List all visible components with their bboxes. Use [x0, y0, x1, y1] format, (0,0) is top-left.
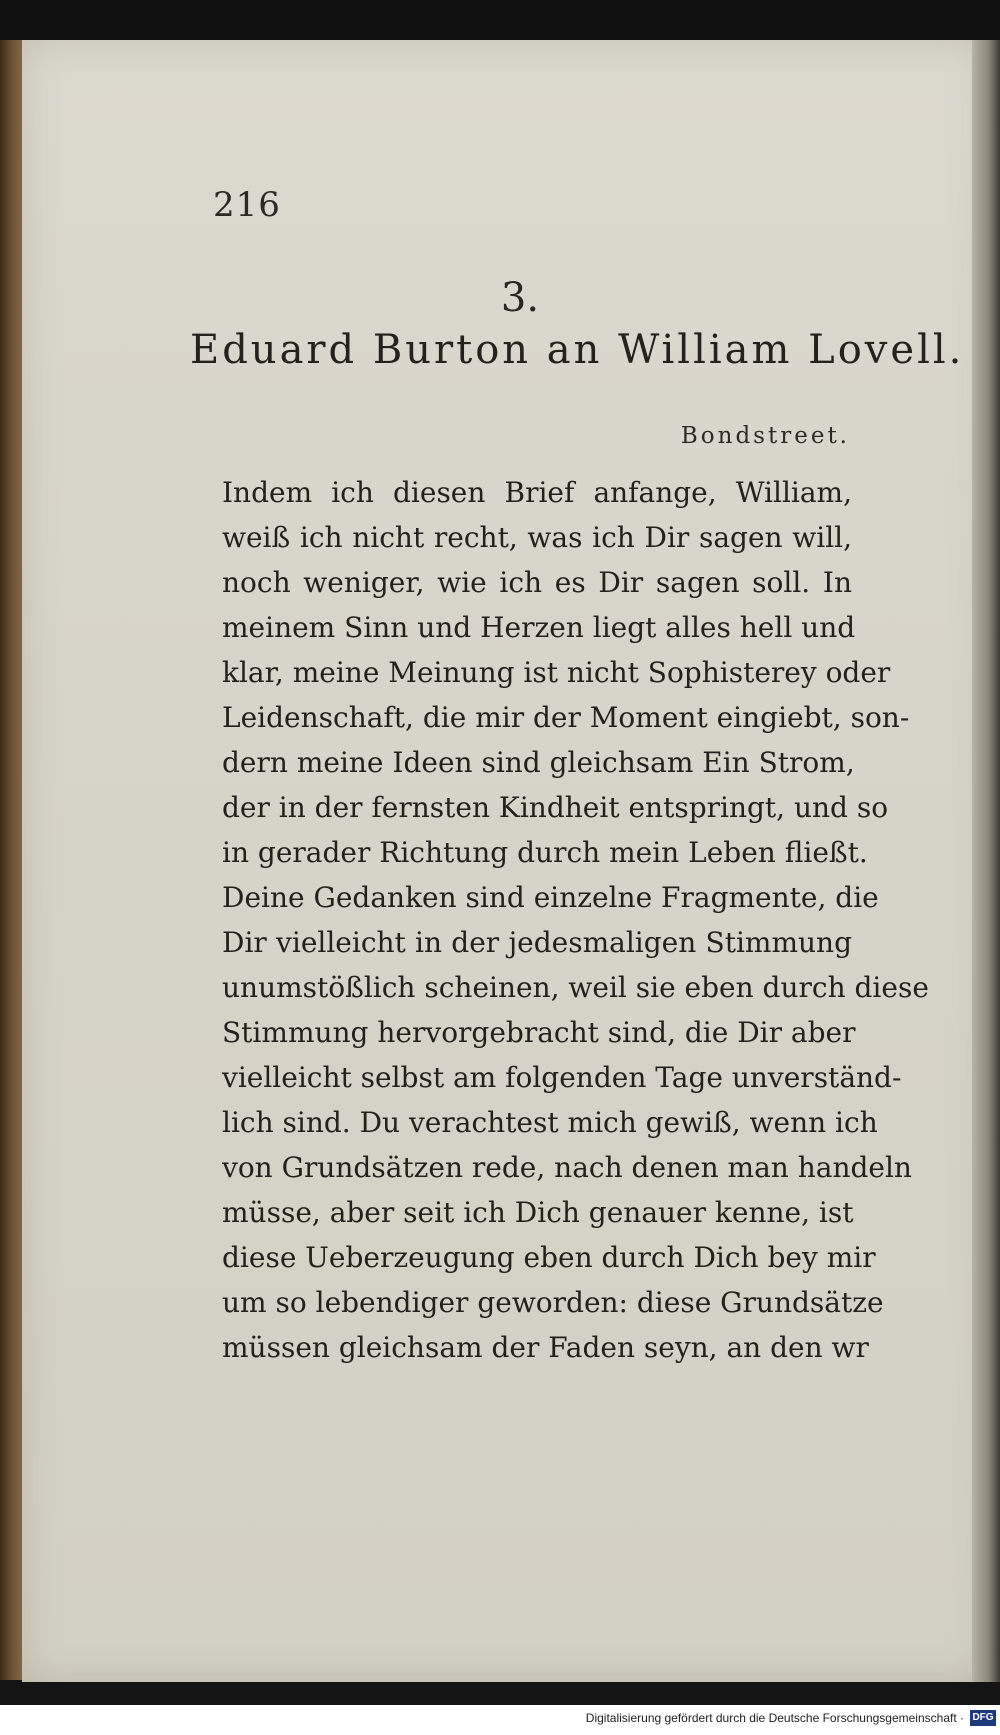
text-line: unumstößlich scheinen, weil sie eben durch diese	[222, 971, 929, 1004]
text-line: weiß ich nicht recht, was ich Dir sagen will,	[222, 521, 852, 554]
text-line: noch weniger, wie ich es Dir sagen soll. In	[222, 566, 852, 599]
text-line: müssen gleichsam der Faden seyn, an den wr	[222, 1331, 869, 1364]
text-line: dern meine Ideen sind gleichsam Ein Strom,	[222, 746, 855, 779]
funding-notice: Digitalisierung gefördert durch die Deutsche Forschungsgemeinschaft ·	[585, 1711, 964, 1725]
dfg-logo-icon: DFG	[970, 1710, 996, 1726]
letter-place: Bondstreet.	[680, 423, 850, 449]
text-line: Leidenschaft, die mir der Moment eingiebt, son-	[222, 701, 910, 734]
text-line: Dir vielleicht in der jedesmaligen Stimmung	[222, 926, 852, 959]
letter-number: 3.	[500, 275, 540, 321]
text-line: lich sind. Du verachtest mich gewiß, wenn ich	[222, 1106, 878, 1139]
scan-top-border	[0, 0, 1000, 40]
letter-body	[222, 470, 929, 1370]
text-line: Indem ich diesen Brief anfange, William,	[222, 476, 852, 509]
text-line: von Grundsätzen rede, nach denen man handeln	[222, 1151, 912, 1184]
text-line: um so lebendiger geworden: diese Grundsätze	[222, 1286, 884, 1319]
text-line: müsse, aber seit ich Dich genauer kenne, ist	[222, 1196, 854, 1229]
letter-heading: Eduard Burton an William Lovell.	[190, 327, 965, 373]
text-line: diese Ueberzeugung eben durch Dich bey mir	[222, 1241, 876, 1274]
digitization-footer	[0, 1705, 1000, 1735]
text-line: Stimmung hervorgebracht sind, die Dir aber	[222, 1016, 856, 1049]
page-number: 216	[213, 185, 281, 225]
text-line: der in der fernsten Kindheit entspringt, und so	[222, 791, 889, 824]
text-line: in gerader Richtung durch mein Leben fließt.	[222, 836, 868, 869]
text-line: Deine Gedanken sind einzelne Fragmente, die	[222, 881, 879, 914]
text-line: vielleicht selbst am folgenden Tage unverständ-	[222, 1061, 902, 1094]
text-line: meinem Sinn und Herzen liegt alles hell und	[222, 611, 856, 644]
text-line: klar, meine Meinung ist nicht Sophisterey oder	[222, 656, 891, 689]
